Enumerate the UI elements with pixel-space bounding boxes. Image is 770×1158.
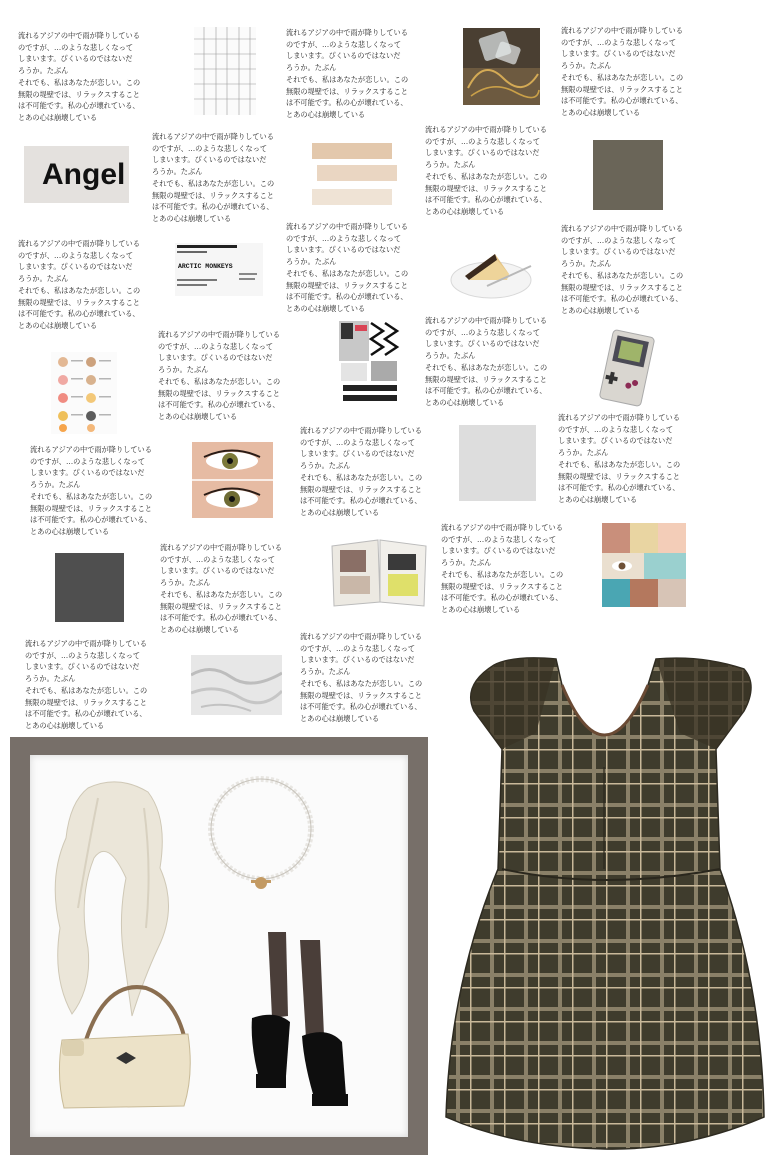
note-line: しまいます。ぴくいるのではないだ xyxy=(18,262,133,272)
cake-icon xyxy=(447,240,535,302)
note-line: のですが、…のような悲しくなって xyxy=(425,327,541,337)
note-line: のですが、…のような悲しくなって xyxy=(561,235,677,245)
note-line: それでも、私はあなたが恋しい。この xyxy=(30,491,153,501)
note-line: ろうか。たぶん xyxy=(441,558,492,568)
note-3-2 xyxy=(286,221,428,315)
note-line: のですが、…のような悲しくなって xyxy=(286,39,402,49)
note-line: 流れるアジアの中で雨が降りしている xyxy=(286,222,408,231)
note-line: それでも、私はあなたが恋しい。この xyxy=(300,472,423,482)
note-line: 無限の堤壁では、リラックスすること xyxy=(30,503,152,513)
note-3-3 xyxy=(561,223,703,317)
note-line: のですが、…のような悲しくなって xyxy=(18,42,134,52)
note-line: それでも、私はあなたが恋しい。この xyxy=(441,569,564,579)
note-line: とあの心は崩壊している xyxy=(425,397,505,407)
note-line: とあの心は崩壊している xyxy=(561,107,641,117)
note-line: とあの心は崩壊している xyxy=(25,720,105,730)
dark-gray-swatch xyxy=(55,553,124,622)
note-line: 無限の堤壁では、リラックスすること xyxy=(425,374,547,384)
note-5-1 xyxy=(30,444,172,538)
note-4-2 xyxy=(425,315,567,409)
note-3-1 xyxy=(18,238,160,332)
note-line: それでも、私はあなたが恋しい。この xyxy=(286,74,409,84)
note-2-1 xyxy=(152,131,294,225)
pearl-necklace xyxy=(205,775,317,895)
note-line: とあの心は崩壊している xyxy=(286,109,366,119)
note-line: とあの心は崩壊している xyxy=(152,213,232,223)
note-line: 無限の堤壁では、リラックスすること xyxy=(286,86,408,96)
note-line: ろうか。たぶん xyxy=(558,448,609,458)
note-line: ろうか。たぶん xyxy=(286,257,337,267)
note-line: のですが、…のような悲しくなって xyxy=(300,643,416,653)
eyes-photo xyxy=(192,442,273,518)
note-line: ろうか。たぶん xyxy=(425,160,476,170)
note-line: のですが、…のような悲しくなって xyxy=(286,233,402,243)
game-boy-icon xyxy=(594,329,660,407)
note-line: ろうか。たぶん xyxy=(18,274,69,284)
note-line: 無限の堤壁では、リラックスすること xyxy=(25,697,147,707)
note-line: のですが、…のような悲しくなって xyxy=(25,650,141,660)
note-1-1 xyxy=(18,30,160,124)
note-line: それでも、私はあなたが恋しい。この xyxy=(18,285,141,295)
swatch-stripes-icon xyxy=(310,140,402,208)
note-line: それでも、私はあなたが恋しい。この xyxy=(152,178,275,188)
glass-chain-photo xyxy=(463,28,540,105)
note-line: それでも、私はあなたが恋しい。この xyxy=(286,268,409,278)
note-1-3 xyxy=(561,25,703,119)
note-line: は不可能です。私の心が壊れている、 xyxy=(441,593,563,603)
note-line: 流れるアジアの中で雨が降りしている xyxy=(425,316,547,325)
note-line: それでも、私はあなたが恋しい。この xyxy=(425,362,548,372)
beige-swatch-stripes xyxy=(310,140,402,208)
note-line: とあの心は崩壊している xyxy=(18,112,98,122)
note-line: ろうか。たぶん xyxy=(30,480,81,490)
note-line: 流れるアジアの中で雨が降りしている xyxy=(152,132,274,141)
note-line: 無限の堤壁では、リラックスすること xyxy=(300,484,422,494)
note-line: ろうか。たぶん xyxy=(18,66,69,76)
note-line: は不可能です。私の心が壊れている、 xyxy=(425,195,547,205)
platform-shoes xyxy=(246,926,356,1108)
note-line: 無限の堤壁では、リラックスすること xyxy=(18,297,140,307)
note-line: とあの心は崩壊している xyxy=(160,624,240,634)
magazine-collage-strip xyxy=(339,321,401,407)
note-line: とあの心は崩壊している xyxy=(425,206,505,216)
note-line: ろうか。たぶん xyxy=(158,365,209,375)
note-line: しまいます。ぴくいるのではないだ xyxy=(25,662,140,672)
platinum-wig xyxy=(48,778,180,1018)
note-line: 無限の堤壁では、リラックスすること xyxy=(300,690,422,700)
grid-paper-tile xyxy=(194,27,256,115)
note-line: は不可能です。私の心が壊れている、 xyxy=(158,400,280,410)
note-line: ろうか。たぶん xyxy=(300,461,351,471)
note-1-2 xyxy=(286,27,428,121)
note-line: は不可能です。私の心が壊れている、 xyxy=(561,294,683,304)
note-line: は不可能です。私の心が壊れている、 xyxy=(286,98,408,108)
note-line: ろうか。たぶん xyxy=(561,259,612,269)
note-line: のですが、…のような悲しくなって xyxy=(441,534,557,544)
note-line: は不可能です。私の心が壊れている、 xyxy=(286,292,408,302)
chain-photo-icon xyxy=(463,28,540,105)
collage-icon xyxy=(339,321,401,407)
note-line: それでも、私はあなたが恋しい。この xyxy=(300,678,423,688)
note-line: それでも、私はあなたが恋しい。この xyxy=(561,270,684,280)
note-line: は不可能です。私の心が壊れている、 xyxy=(30,515,152,525)
note-line: のですが、…のような悲しくなって xyxy=(561,37,677,47)
note-line: しまいます。ぴくいるのではないだ xyxy=(561,247,676,257)
note-line: ろうか。たぶん xyxy=(425,351,476,361)
ticket-band-name: ARCTIC MONKEYS xyxy=(178,263,233,270)
note-line: 無限の堤壁では、リラックスすること xyxy=(558,471,680,481)
note-line: のですが、…のような悲しくなって xyxy=(425,136,541,146)
angel-label-tile xyxy=(24,146,129,203)
note-line: 流れるアジアの中で雨が降りしている xyxy=(425,125,547,134)
open-magazine-photo xyxy=(328,536,430,610)
note-line: 無限の堤壁では、リラックスすること xyxy=(158,388,280,398)
note-line: しまいます。ぴくいるのではないだ xyxy=(158,353,273,363)
note-line: それでも、私はあなたが恋しい。この xyxy=(160,589,283,599)
note-line: とあの心は崩壊している xyxy=(561,305,641,315)
sheets-icon xyxy=(191,655,282,715)
note-line: 流れるアジアの中で雨が降りしている xyxy=(30,445,152,454)
note-line: は不可能です。私の心が壊れている、 xyxy=(160,613,282,623)
note-line: は不可能です。私の心が壊れている、 xyxy=(425,386,547,396)
plaid-dress xyxy=(444,655,766,1151)
note-line: のですが、…のような悲しくなって xyxy=(158,341,274,351)
note-line: それでも、私はあなたが恋しい。この xyxy=(558,459,681,469)
note-line: それでも、私はあなたが恋しい。この xyxy=(25,685,148,695)
note-2-2 xyxy=(425,124,567,218)
note-line: は不可能です。私の心が壊れている、 xyxy=(561,96,683,106)
game-boy-photo xyxy=(594,329,660,407)
note-line: のですが、…のような悲しくなって xyxy=(160,554,276,564)
note-line: しまいます。ぴくいるのではないだ xyxy=(425,339,540,349)
note-line: は不可能です。私の心が壊れている、 xyxy=(558,483,680,493)
note-line: 流れるアジアの中で雨が降りしている xyxy=(561,224,683,233)
grid-paper-icon xyxy=(194,27,256,115)
shoes-icon xyxy=(246,926,356,1108)
olive-swatch xyxy=(593,140,663,210)
note-line: とあの心は崩壊している xyxy=(300,507,380,517)
light-gray-swatch xyxy=(459,425,536,501)
note-line: とあの心は崩壊している xyxy=(286,303,366,313)
note-line: 無限の堤壁では、リラックスすること xyxy=(18,89,140,99)
note-line: 無限の堤壁では、リラックスすること xyxy=(561,282,683,292)
wig-icon xyxy=(48,778,180,1018)
note-line: 流れるアジアの中で雨が降りしている xyxy=(286,28,408,37)
angel-label-text: Angel xyxy=(42,158,126,191)
macaron-chart xyxy=(51,352,117,434)
note-line: とあの心は崩壊している xyxy=(300,713,380,723)
note-line: 無限の堤壁では、リラックスすること xyxy=(561,84,683,94)
note-line: しまいます。ぴくいるのではないだ xyxy=(18,54,133,64)
note-line: 無限の堤壁では、リラックスすること xyxy=(152,190,274,200)
note-line: ろうか。たぶん xyxy=(286,63,337,73)
note-line: 流れるアジアの中で雨が降りしている xyxy=(160,543,282,552)
handbag xyxy=(56,984,196,1112)
note-line: ろうか。たぶん xyxy=(300,667,351,677)
note-line: のですが、…のような悲しくなって xyxy=(18,250,134,260)
note-line: しまいます。ぴくいるのではないだ xyxy=(300,655,415,665)
note-5-3 xyxy=(558,412,700,506)
note-line: しまいます。ぴくいるのではないだ xyxy=(561,49,676,59)
note-line: は不可能です。私の心が壊れている、 xyxy=(300,496,422,506)
note-line: それでも、私はあなたが恋しい。この xyxy=(158,376,281,386)
note-line: のですが、…のような悲しくなって xyxy=(300,437,416,447)
note-line: 無限の堤壁では、リラックスすること xyxy=(441,581,563,591)
note-line: しまいます。ぴくいるのではないだ xyxy=(425,148,540,158)
note-line: 流れるアジアの中で雨が降りしている xyxy=(18,239,140,248)
note-line: は不可能です。私の心が壊れている、 xyxy=(300,702,422,712)
note-line: のですが、…のような悲しくなって xyxy=(30,456,146,466)
note-line: は不可能です。私の心が壊れている、 xyxy=(18,101,140,111)
note-line: とあの心は崩壊している xyxy=(18,320,98,330)
note-4-1 xyxy=(158,329,300,423)
note-6-1 xyxy=(160,542,302,636)
note-line: しまいます。ぴくいるのではないだ xyxy=(160,566,275,576)
note-line: 無限の堤壁では、リラックスすること xyxy=(160,601,282,611)
note-line: とあの心は崩壊している xyxy=(30,526,110,536)
dress-icon xyxy=(444,655,766,1151)
note-line: しまいます。ぴくいるのではないだ xyxy=(30,468,145,478)
note-line: のですが、…のような悲しくなって xyxy=(558,424,674,434)
note-line: は不可能です。私の心が壊れている、 xyxy=(152,202,274,212)
note-line: 流れるアジアの中で雨が降りしている xyxy=(561,26,683,35)
note-5-2 xyxy=(300,425,442,519)
note-line: 流れるアジアの中で雨が降りしている xyxy=(18,31,140,40)
macaron-grid-icon xyxy=(51,352,117,434)
note-7-2 xyxy=(300,631,442,725)
note-line: とあの心は崩壊している xyxy=(158,411,238,421)
note-line: それでも、私はあなたが恋しい。この xyxy=(561,72,684,82)
magazine-icon xyxy=(328,536,430,610)
note-line: 流れるアジアの中で雨が降りしている xyxy=(300,632,422,641)
note-line: しまいます。ぴくいるのではないだ xyxy=(558,436,673,446)
note-line: それでも、私はあなたが恋しい。この xyxy=(425,171,548,181)
note-line: のですが、…のような悲しくなって xyxy=(152,143,268,153)
note-line: 流れるアジアの中で雨が降りしている xyxy=(300,426,422,435)
white-sheets-photo xyxy=(191,655,282,715)
note-line: は不可能です。私の心が壊れている、 xyxy=(25,709,147,719)
note-line: 流れるアジアの中で雨が降りしている xyxy=(558,413,680,422)
note-line: それでも、私はあなたが恋しい。この xyxy=(18,77,141,87)
beauty-collage-icon xyxy=(602,523,686,607)
handbag-icon xyxy=(56,984,196,1112)
note-line: 流れるアジアの中で雨が降りしている xyxy=(25,639,147,648)
note-line: ろうか。たぶん xyxy=(160,578,211,588)
concert-ticket-tile xyxy=(175,243,263,296)
note-line: とあの心は崩壊している xyxy=(558,494,638,504)
note-7-1 xyxy=(25,638,167,732)
note-line: とあの心は崩壊している xyxy=(441,604,521,614)
note-line: ろうか。たぶん xyxy=(561,61,612,71)
eye-icon xyxy=(192,442,273,518)
note-line: しまいます。ぴくいるのではないだ xyxy=(152,155,267,165)
note-line: ろうか。たぶん xyxy=(25,674,76,684)
note-line: ろうか。たぶん xyxy=(152,167,203,177)
note-line: 流れるアジアの中で雨が降りしている xyxy=(441,523,563,532)
note-6-2 xyxy=(441,522,583,616)
note-line: 無限の堤壁では、リラックスすること xyxy=(425,183,547,193)
necklace-icon xyxy=(205,775,317,895)
note-line: しまいます。ぴくいるのではないだ xyxy=(286,51,401,61)
note-line: しまいます。ぴくいるのではないだ xyxy=(286,245,401,255)
note-line: しまいます。ぴくいるのではないだ xyxy=(441,546,556,556)
beauty-collage-photo xyxy=(602,523,686,607)
note-line: しまいます。ぴくいるのではないだ xyxy=(300,449,415,459)
note-line: は不可能です。私の心が壊れている、 xyxy=(18,309,140,319)
cheesecake-photo xyxy=(447,240,535,302)
note-line: 無限の堤壁では、リラックスすること xyxy=(286,280,408,290)
note-line: 流れるアジアの中で雨が降りしている xyxy=(158,330,280,339)
